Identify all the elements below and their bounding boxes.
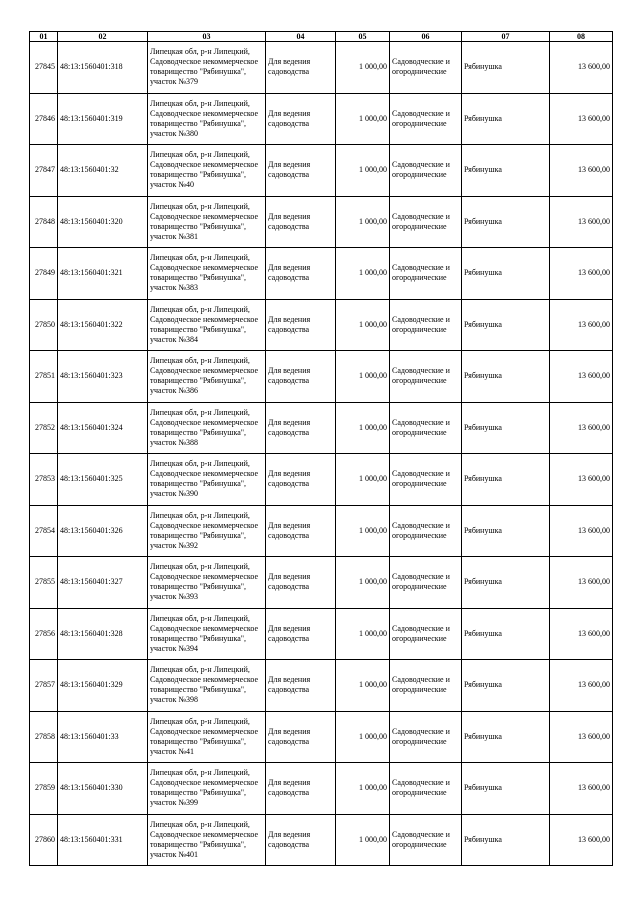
cell-number: 27849 [30,248,58,300]
cell-number: 27850 [30,299,58,351]
cell-cadastral-number: 48:13:1560401:326 [58,505,148,557]
cell-number: 27855 [30,557,58,609]
cell-settlement: Рябинушка [462,660,550,712]
cell-area: 1 000,00 [336,454,390,506]
cell-settlement: Рябинушка [462,608,550,660]
cell-settlement: Рябинушка [462,711,550,763]
cell-land-use: Для ведения садоводства [266,608,336,660]
cell-cadastral-number: 48:13:1560401:328 [58,608,148,660]
cell-cost: 13 600,00 [550,557,613,609]
cell-settlement: Рябинушка [462,763,550,815]
cell-cadastral-number: 48:13:1560401:319 [58,93,148,145]
cell-category: Садоводческие и огороднические [390,454,462,506]
cell-address: Липецкая обл, р-н Липецкий, Садоводческое некоммерческое товарищество "Рябинушка", участок №394 [148,608,266,660]
cell-land-use: Для ведения садоводства [266,814,336,866]
cell-cost: 13 600,00 [550,299,613,351]
cell-cadastral-number: 48:13:1560401:330 [58,763,148,815]
cell-address: Липецкая обл, р-н Липецкий, Садоводческое некоммерческое товарищество "Рябинушка", участок №399 [148,763,266,815]
cell-number: 27857 [30,660,58,712]
cell-category: Садоводческие и огороднические [390,711,462,763]
cell-cost: 13 600,00 [550,505,613,557]
table-row [30,711,613,763]
cell-area: 1 000,00 [336,145,390,197]
col-header-05: 05 [336,32,390,42]
cell-category: Садоводческие и огороднические [390,505,462,557]
cell-address: Липецкая обл, р-н Липецкий, Садоводческое некоммерческое товарищество "Рябинушка", участок №41 [148,711,266,763]
cell-address: Липецкая обл, р-н Липецкий, Садоводческое некоммерческое товарищество "Рябинушка", участок №40 [148,145,266,197]
cell-address: Липецкая обл, р-н Липецкий, Садоводческое некоммерческое товарищество "Рябинушка", участок №392 [148,505,266,557]
col-header-04: 04 [266,32,336,42]
cell-area: 1 000,00 [336,763,390,815]
cell-land-use: Для ведения садоводства [266,557,336,609]
table-body [30,42,613,866]
cell-settlement: Рябинушка [462,42,550,94]
cell-area: 1 000,00 [336,93,390,145]
cell-address: Липецкая обл, р-н Липецкий, Садоводческое некоммерческое товарищество "Рябинушка", участок №384 [148,299,266,351]
cell-settlement: Рябинушка [462,299,550,351]
cell-land-use: Для ведения садоводства [266,454,336,506]
cell-address: Липецкая обл, р-н Липецкий, Садоводческое некоммерческое товарищество "Рябинушка", участок №386 [148,351,266,403]
cell-category: Садоводческие и огороднические [390,299,462,351]
cell-cadastral-number: 48:13:1560401:323 [58,351,148,403]
cell-number: 27859 [30,763,58,815]
cell-category: Садоводческие и огороднические [390,42,462,94]
cell-category: Садоводческие и огороднические [390,814,462,866]
header-row [30,32,613,42]
cell-cost: 13 600,00 [550,660,613,712]
cell-cost: 13 600,00 [550,351,613,403]
cell-cadastral-number: 48:13:1560401:324 [58,402,148,454]
col-header-03: 03 [148,32,266,42]
cell-cadastral-number: 48:13:1560401:318 [58,42,148,94]
col-header-01: 01 [30,32,58,42]
cell-cost: 13 600,00 [550,454,613,506]
cell-cadastral-number: 48:13:1560401:320 [58,196,148,248]
cell-cost: 13 600,00 [550,196,613,248]
cell-number: 27853 [30,454,58,506]
cell-cadastral-number: 48:13:1560401:325 [58,454,148,506]
cell-cadastral-number: 48:13:1560401:329 [58,660,148,712]
cell-settlement: Рябинушка [462,454,550,506]
table-row [30,248,613,300]
cell-number: 27860 [30,814,58,866]
cell-address: Липецкая обл, р-н Липецкий, Садоводческое некоммерческое товарищество "Рябинушка", участок №398 [148,660,266,712]
cell-cadastral-number: 48:13:1560401:327 [58,557,148,609]
cell-address: Липецкая обл, р-н Липецкий, Садоводческое некоммерческое товарищество "Рябинушка", участок №379 [148,42,266,94]
col-header-02: 02 [58,32,148,42]
cell-number: 27847 [30,145,58,197]
cell-address: Липецкая обл, р-н Липецкий, Садоводческое некоммерческое товарищество "Рябинушка", участок №383 [148,248,266,300]
table-row [30,42,613,94]
table-row [30,505,613,557]
cell-land-use: Для ведения садоводства [266,711,336,763]
cell-cost: 13 600,00 [550,814,613,866]
cell-address: Липецкая обл, р-н Липецкий, Садоводческое некоммерческое товарищество "Рябинушка", участок №390 [148,454,266,506]
cell-land-use: Для ведения садоводства [266,299,336,351]
cell-land-use: Для ведения садоводства [266,145,336,197]
cell-number: 27848 [30,196,58,248]
cell-area: 1 000,00 [336,608,390,660]
cell-address: Липецкая обл, р-н Липецкий, Садоводческое некоммерческое товарищество "Рябинушка", участок №380 [148,93,266,145]
cell-land-use: Для ведения садоводства [266,763,336,815]
cell-category: Садоводческие и огороднические [390,402,462,454]
cell-settlement: Рябинушка [462,145,550,197]
cell-category: Садоводческие и огороднические [390,557,462,609]
cell-address: Липецкая обл, р-н Липецкий, Садоводческое некоммерческое товарищество "Рябинушка", участок №393 [148,557,266,609]
cell-category: Садоводческие и огороднические [390,196,462,248]
cell-settlement: Рябинушка [462,351,550,403]
table-row [30,454,613,506]
cell-settlement: Рябинушка [462,557,550,609]
cell-cost: 13 600,00 [550,402,613,454]
cell-category: Садоводческие и огороднические [390,93,462,145]
cell-settlement: Рябинушка [462,505,550,557]
cell-cadastral-number: 48:13:1560401:322 [58,299,148,351]
col-header-08: 08 [550,32,613,42]
cell-cost: 13 600,00 [550,608,613,660]
cell-number: 27845 [30,42,58,94]
table-row [30,351,613,403]
cell-cadastral-number: 48:13:1560401:32 [58,145,148,197]
cell-area: 1 000,00 [336,711,390,763]
cell-cost: 13 600,00 [550,93,613,145]
cell-land-use: Для ведения садоводства [266,660,336,712]
registry-table [29,31,613,866]
table-row [30,196,613,248]
table-row [30,557,613,609]
cell-settlement: Рябинушка [462,814,550,866]
cell-address: Липецкая обл, р-н Липецкий, Садоводческое некоммерческое товарищество "Рябинушка", участок №381 [148,196,266,248]
table-row [30,299,613,351]
cell-category: Садоводческие и огороднические [390,145,462,197]
cell-area: 1 000,00 [336,248,390,300]
cell-area: 1 000,00 [336,402,390,454]
cell-area: 1 000,00 [336,351,390,403]
cell-category: Садоводческие и огороднические [390,763,462,815]
cell-area: 1 000,00 [336,505,390,557]
table-row [30,763,613,815]
cell-land-use: Для ведения садоводства [266,93,336,145]
cell-number: 27856 [30,608,58,660]
cell-area: 1 000,00 [336,42,390,94]
col-header-07: 07 [462,32,550,42]
cell-cost: 13 600,00 [550,145,613,197]
table-row [30,814,613,866]
cell-settlement: Рябинушка [462,248,550,300]
cell-area: 1 000,00 [336,557,390,609]
cell-settlement: Рябинушка [462,402,550,454]
cell-land-use: Для ведения садоводства [266,42,336,94]
cell-number: 27852 [30,402,58,454]
cell-category: Садоводческие и огороднические [390,351,462,403]
cell-category: Садоводческие и огороднические [390,660,462,712]
cell-cost: 13 600,00 [550,42,613,94]
cell-address: Липецкая обл, р-н Липецкий, Садоводческое некоммерческое товарищество "Рябинушка", участок №388 [148,402,266,454]
cell-number: 27851 [30,351,58,403]
cell-land-use: Для ведения садоводства [266,196,336,248]
cell-land-use: Для ведения садоводства [266,248,336,300]
cell-area: 1 000,00 [336,299,390,351]
cell-cost: 13 600,00 [550,711,613,763]
cell-area: 1 000,00 [336,196,390,248]
cell-cadastral-number: 48:13:1560401:33 [58,711,148,763]
cell-address: Липецкая обл, р-н Липецкий, Садоводческое некоммерческое товарищество "Рябинушка", участок №401 [148,814,266,866]
cell-land-use: Для ведения садоводства [266,402,336,454]
cell-land-use: Для ведения садоводства [266,351,336,403]
cell-settlement: Рябинушка [462,93,550,145]
cell-area: 1 000,00 [336,814,390,866]
table-row [30,145,613,197]
table-row [30,93,613,145]
cell-area: 1 000,00 [336,660,390,712]
cell-cadastral-number: 48:13:1560401:331 [58,814,148,866]
cell-category: Садоводческие и огороднические [390,248,462,300]
cell-land-use: Для ведения садоводства [266,505,336,557]
cell-number: 27858 [30,711,58,763]
table-row [30,402,613,454]
cell-cost: 13 600,00 [550,248,613,300]
cell-settlement: Рябинушка [462,196,550,248]
cell-number: 27846 [30,93,58,145]
table-row [30,608,613,660]
cell-cadastral-number: 48:13:1560401:321 [58,248,148,300]
table-row [30,660,613,712]
cell-category: Садоводческие и огороднические [390,608,462,660]
cell-cost: 13 600,00 [550,763,613,815]
cell-number: 27854 [30,505,58,557]
col-header-06: 06 [390,32,462,42]
